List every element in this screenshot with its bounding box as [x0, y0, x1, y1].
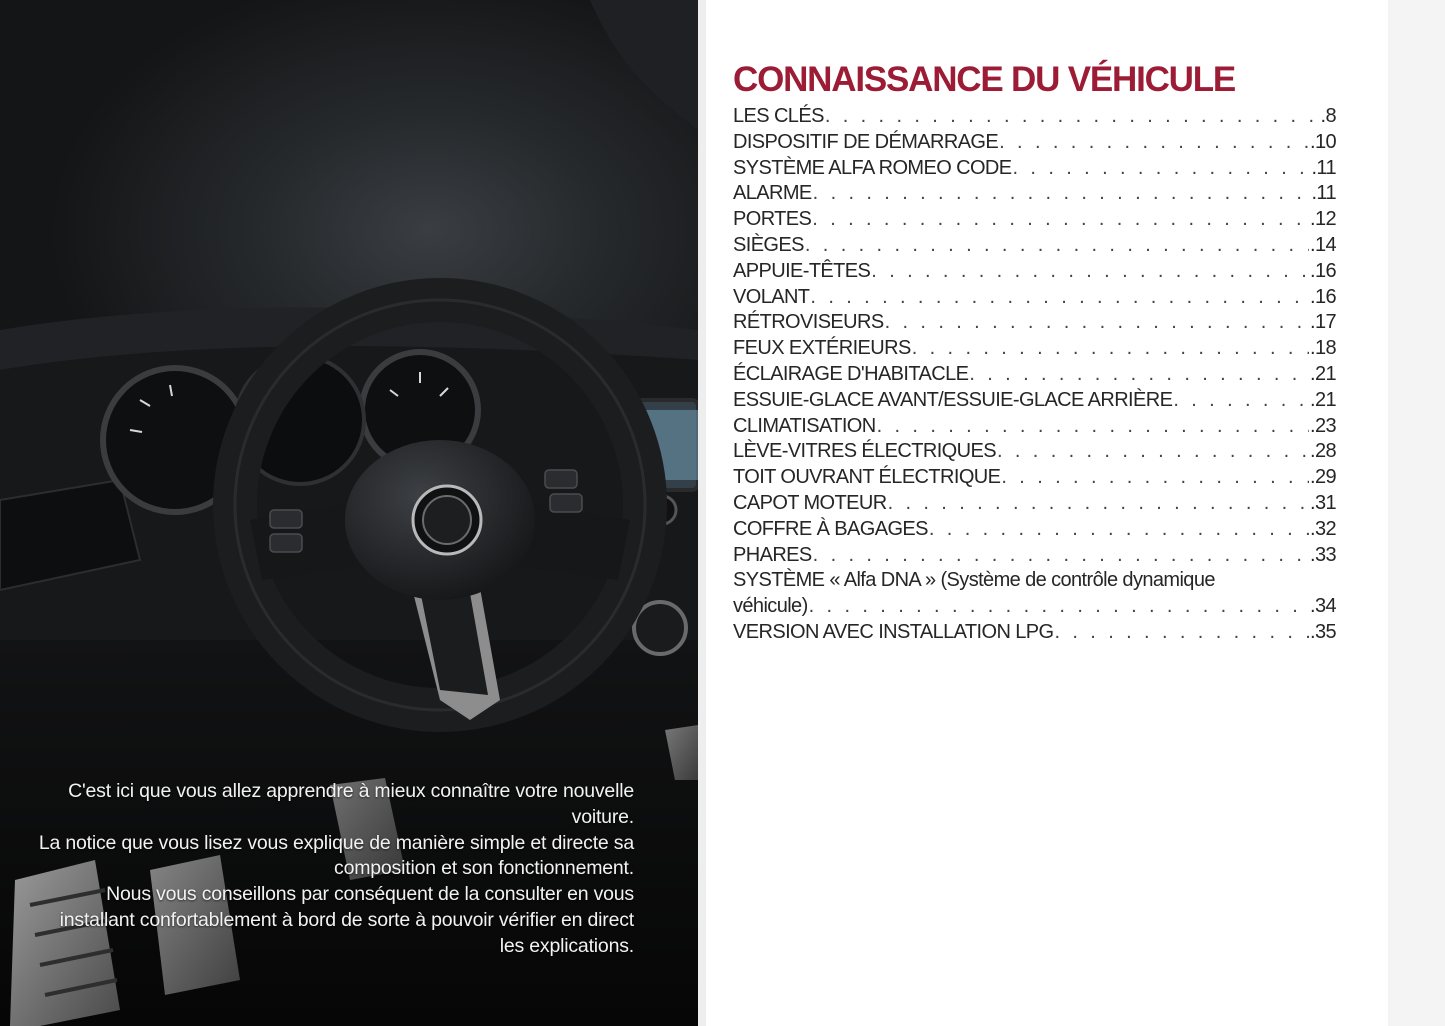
toc-item[interactable]: VOLANT . . . .16 [733, 285, 1336, 311]
page-edge [1388, 0, 1445, 1026]
toc-item-page: .34 [1309, 595, 1336, 618]
toc-item[interactable]: PHARES . . . .33 [733, 543, 1336, 569]
intro-text [34, 779, 634, 960]
toc-item[interactable]: TOIT OUVRANT ÉLECTRIQUE . . . .29 [733, 465, 1336, 491]
toc-item[interactable]: RÉTROVISEURS . . . .17 [733, 310, 1336, 336]
toc-item-lpg[interactable]: VERSION AVEC INSTALLATION LPG . . . .35 [733, 620, 1336, 646]
toc-item-label-line2: véhicule) [733, 595, 808, 618]
toc-item[interactable]: APPUIE-TÊTES . . . .16 [733, 259, 1336, 285]
intro-paragraph-2: La notice que vous lisez vous explique de manière simple et directe sa composition et son fonctionnement. [38, 831, 634, 880]
toc-item[interactable]: DISPOSITIF DE DÉMARRAGE . . . .10 [733, 130, 1336, 156]
toc-item[interactable]: ALARME . . . .11 [733, 181, 1336, 207]
toc-item[interactable]: CLIMATISATION . . . .23 [733, 414, 1336, 440]
toc-item[interactable]: FEUX EXTÉRIEURS . . . .18 [733, 336, 1336, 362]
toc-item[interactable]: ESSUIE-GLACE AVANT/ESSUIE-GLACE ARRIÈRE . . . .21 [733, 388, 1336, 414]
toc-item[interactable]: LES CLÉS . . . .8 [733, 104, 1336, 130]
toc-item[interactable]: LÈVE-VITRES ÉLECTRIQUES . . . .28 [733, 439, 1336, 465]
table-of-contents [733, 104, 1336, 646]
toc-item[interactable]: PORTES . . . .12 [733, 207, 1336, 233]
toc-item[interactable]: COFFRE À BAGAGES . . . .32 [733, 517, 1336, 543]
section-title: CONNAISSANCE DU VÉHICULE [733, 60, 1236, 99]
intro-paragraph-3: Nous vous conseillons par conséquent de la consulter en vous installant confortablement à bord de sorte à pouvoir vérifier en direct les explications. [59, 883, 634, 957]
toc-item[interactable]: ÉCLAIRAGE D'HABITACLE . . . .21 [733, 362, 1336, 388]
toc-item[interactable]: SIÈGES . . . .14 [733, 233, 1336, 259]
toc-item-alfa-dna[interactable] [733, 568, 1336, 620]
toc-item[interactable]: SYSTÈME ALFA ROMEO CODE . . . .11 [733, 156, 1336, 182]
toc-item[interactable]: CAPOT MOTEUR . . . .31 [733, 491, 1336, 517]
dashboard-photo [0, 0, 698, 1026]
page-gutter [698, 0, 706, 1026]
intro-paragraph-1: C'est ici que vous allez apprendre à mieux connaître votre nouvelle voiture. [68, 780, 634, 828]
toc-item-label-line1: SYSTÈME « Alfa DNA » (Système de contrôle dynamique [733, 569, 1215, 592]
